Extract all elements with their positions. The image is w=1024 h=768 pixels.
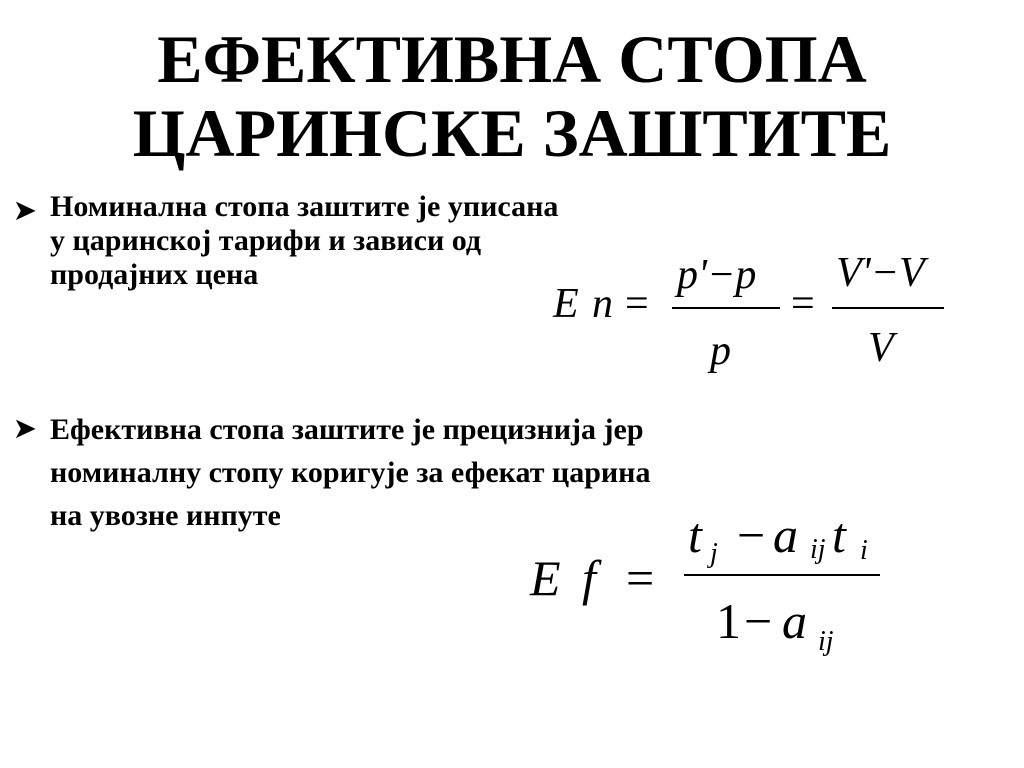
bullet-line: Номинална стопа заштите је уписана — [50, 190, 559, 223]
formula-lhs-f: f — [582, 550, 596, 606]
formula-sub-j: j — [710, 538, 718, 569]
formula-equals: = — [625, 281, 649, 327]
formula-numerator: p'−p — [677, 252, 757, 298]
formula-minus: − — [744, 593, 773, 649]
formula-lhs-e: E — [553, 281, 579, 327]
formula-sub-i: i — [860, 535, 868, 566]
formula-one: 1 — [716, 593, 741, 649]
bullet-line: Ефективна стопа заштите је прецизнија јер — [50, 413, 644, 446]
formula-equals: = — [791, 281, 815, 327]
formula-term-t: t — [832, 507, 846, 563]
fraction-bar — [684, 574, 880, 576]
bullet-line: у царинској тарифи и зависи од — [50, 224, 482, 257]
formula-term-a: a — [782, 593, 807, 649]
arrowhead-bullet-icon: ➤ — [14, 414, 36, 443]
formula-minus: − — [737, 507, 766, 563]
bullet-line: продајних цена — [50, 258, 259, 291]
formula-sub-ij: ij — [818, 626, 834, 657]
formula-lhs-e: E — [530, 550, 561, 606]
bullet-line: на увозне инпуте — [50, 499, 281, 532]
title-line-1: ЕФЕКТИВНА СТОПА — [157, 21, 867, 97]
formula-denominator: p — [710, 328, 731, 374]
formula-term-t: t — [688, 507, 702, 563]
formula-lhs-n: n — [592, 281, 613, 327]
formula-numerator: V'−V — [836, 250, 925, 296]
title-line-2: ЦАРИНСКЕ ЗАШТИТЕ — [132, 95, 892, 171]
formula-sub-ij: ij — [810, 534, 826, 565]
formula-term-a: a — [773, 507, 798, 563]
bullet-line: номиналну стопу коригује за ефекат царина — [50, 456, 651, 489]
formula-equals: = — [626, 550, 655, 606]
arrowhead-bullet-icon: ➤ — [14, 196, 36, 225]
formula-denominator: V — [868, 325, 894, 371]
